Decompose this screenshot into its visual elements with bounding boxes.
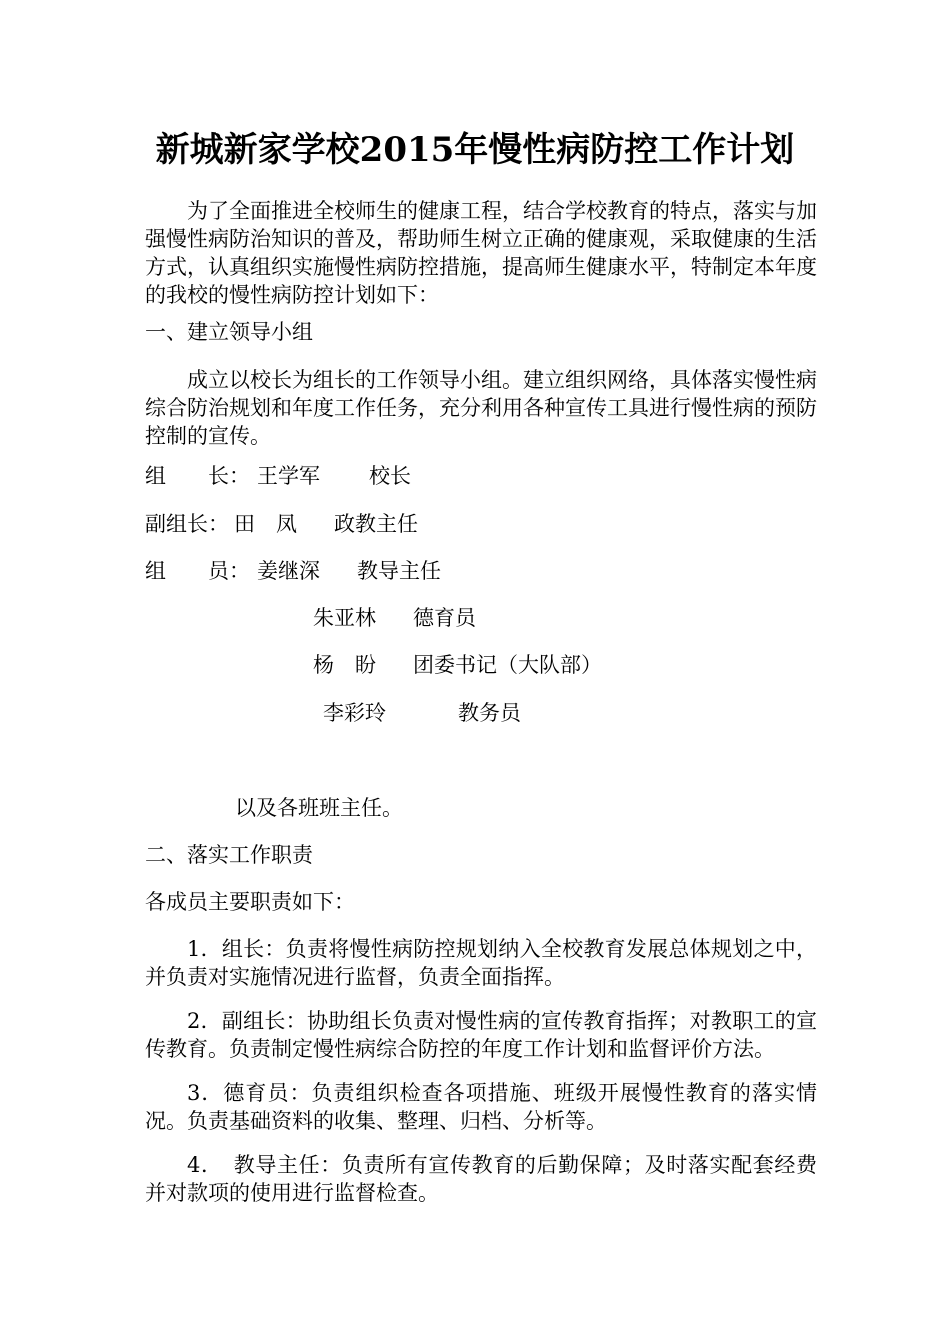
member-role: 组 员： <box>145 559 250 583</box>
intro-paragraph: 为了全面推进全校师生的健康工程，结合学校教育的特点，落实与加强慢性病防治知识的普及，帮助师生树立正确的健康观，采取健康的生活方式，认真组织实施慢性病防控措施，提高师生健康水平，特制定本年度的我校的慢性病防控计划如下： <box>145 199 817 307</box>
document-title: 新城新家学校2015年慢性病防控工作计划 <box>155 130 795 170</box>
duty-item: 3．德育员：负责组织检查各项措施、班级开展慢性教育的落实情况。负责基础资料的收集、整理、归档、分析等。 <box>145 1081 817 1133</box>
member-name: 姜继深 <box>257 559 320 583</box>
section1-heading: 一、建立领导小组 <box>145 320 313 344</box>
member-title: 团委书记（大队部） <box>413 653 602 677</box>
duty-item: 1．组长：负责将慢性病防控规划纳入全校教育发展总体规划之中，并负责对实施情况进行监督，负责全面指挥。 <box>145 937 817 989</box>
member-title: 德育员 <box>413 606 476 630</box>
deputy-name: 田 凤 <box>234 512 297 536</box>
member-name: 李彩玲 <box>323 701 386 725</box>
deputy-title: 政教主任 <box>334 512 418 536</box>
member-title: 教务员 <box>458 701 521 725</box>
section2-lead: 各成员主要职责如下： <box>145 890 355 914</box>
duty-item: 2．副组长：协助组长负责对慢性病的宣传教育指挥；对教职工的宣传教育。负责制定慢性病综合防控的年度工作计划和监督评价方法。 <box>145 1009 817 1061</box>
class-teachers-note: 以及各班班主任。 <box>235 796 403 820</box>
member-title: 教导主任 <box>357 559 441 583</box>
deputy-role: 副组长： <box>145 512 229 536</box>
leader-title: 校长 <box>369 464 411 488</box>
member-name: 杨 盼 <box>313 653 376 677</box>
section1-body: 成立以校长为组长的工作领导小组。建立组织网络，具体落实慢性病综合防治规划和年度工作任务，充分利用各种宣传工具进行慢性病的预防控制的宣传。 <box>145 368 817 448</box>
member-name: 朱亚林 <box>313 606 376 630</box>
duty-item: 4． 教导主任：负责所有宣传教育的后勤保障；及时落实配套经费并对款项的使用进行监督检查。 <box>145 1153 817 1205</box>
leader-name: 王学军 <box>257 464 320 488</box>
leader-role: 组 长： <box>145 464 250 488</box>
section2-heading: 二、落实工作职责 <box>145 843 313 867</box>
